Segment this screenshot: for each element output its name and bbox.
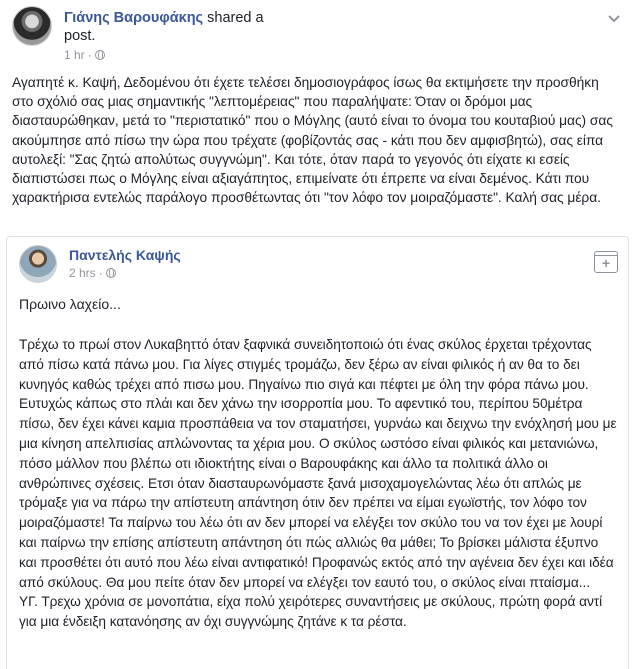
globe-icon[interactable]: [106, 268, 116, 278]
globe-icon[interactable]: [95, 50, 105, 60]
author-avatar[interactable]: [12, 6, 52, 46]
post-text: Αγαπητέ κ. Καψή, Δεδομένου ότι έχετε τελέσει δημοσιογράφος ίσως θα εκτιμήσετε την προσθήκη στο σχόλιό σας μιας σημαντικής "λεπτομέρειας" που παραλήψατε: Όταν οι δρόμοι μας διασταυρώθηκαν, μετά το "περιστατικό" που ο Μόγλης (αυτό είναι το όνομα του κουταβιού μας) σας ακούμπησε από πίσω την ώρα που τρέχατε (φοβίζοντάς σας - κάτι που δεν αμφισβητώ), σας είπα αυτολεξί: "Σας ζητώ απολύτως συγγνώμη". Και τότε, όταν παρά το γεγονός ότι είχατε κι εσείς διαπιστώσει πως ο Μόγλης είναι αξιαγάπητος, επιμείνατε ότι έπρεπε να είναι δεμένος. Κάτι που χαρακτήρισα εντελώς παράλογο προσθέτωντας ότι "τον λόφο τον μοιραζόμαστε". Καλή σας μέρα.: [12, 75, 613, 206]
shared-post-timestamp[interactable]: 2 hrs: [69, 266, 96, 280]
chevron-down-icon[interactable]: [607, 12, 621, 26]
meta-separator: ·: [98, 266, 103, 280]
plus-icon: +: [602, 255, 611, 271]
author-name[interactable]: Γιάνης Βαρουφάκης: [64, 10, 204, 26]
shared-post-ps: ΥΓ. Τρεχω χρόνια σε μονοπάτια, είχα πολύ χειρότερες συναντήσεις με σκύλους, πρώτη φορά αντί για μια ένδειξη κατανόησης αν όχι συγγνώμης ζητάνε κ τα ρέστα.: [19, 594, 603, 630]
save-to-collection-button[interactable]: [594, 251, 618, 273]
shared-author-avatar[interactable]: [19, 245, 57, 283]
shared-post-greeting: Πρωινο λαχείο...: [19, 296, 121, 312]
post-timestamp[interactable]: 1 hr: [64, 48, 85, 62]
shared-post-card: [6, 236, 629, 669]
shared-post-meta: [69, 266, 116, 280]
shared-post-body: Τρέχω το πρωί στον Λυκαβηττό όταν ξαφνικά συνειδητοποιώ ότι ένας σκύλος έρχεται τρέχοντας από πίσω κατά πάνω μου. Για λίγες στιγμές τρομάζω, δεν ξέρω αν είναι φιλικός ή αν θα το δει κυνηγός καθώς τρέχει από πισω μου. Πηγαίνω πιο σιγά και πέφτει με όλη την φόρα πάνω μου. Ευτυχώς κάπως στο πλάι και δεν χάνω την ισορροπία μου. Το αφεντικό του, περίπου 50μέτρα πίσω, δεν έχει κάνει καμια προσπάθεια να τον σταματήσει, γυρνάω και δειχνω την ενόχλησή μου με μια κίνηση απελπισίας απλώνοντας τα χέρια μου. Ο σκύλος ωστόσο είναι φιλικός και μετανιώνω, πόσο μάλλον που βλέπω οτι ιδιοκτήτης είναι ο Βαρουφάκης και άλλο τα πολιτικά άλλο οι ανθρώπινες σχέσεις. Ετσι όταν διασταυρωνόμαστε ξανά μισοχαμογελώντας λέω ότι απλώς με τρόμαξε για να πάρω την απίστευτη απάντηση ότιν δεν πρέπει να είμαι εγωϊστής, τον λόφο τον μοιραζόμαστε! Τα παίρνω του λέω ότι αν δεν μπορεί να ελέγξει τον σκύλο του να τον έχει με λουρί και παίρνω την επίσης απίστευτη απάντηση ότι πώς αλλιώς θα μάθει; Το βρίσκει μάλιστα έξυπνο και προσθέτει ότι αυτό που λέω είναι αντιφατικό! Προφανώς εκτός από την αγένεια δεν έχει και ιδέα από σκύλους. Θα μου πείτε όταν δεν μπορεί να ελέγξει τον εαυτό του, ο σκύλος είναι πταίσμα...: [19, 337, 617, 590]
post-action: shared a post.: [64, 10, 264, 44]
shared-post-text: [19, 335, 619, 632]
shared-author-name[interactable]: Παντελής Καψής: [69, 247, 181, 263]
meta-separator: ·: [87, 48, 92, 62]
post-header: [12, 6, 623, 62]
post-meta: [64, 48, 105, 62]
author-line: [64, 9, 284, 45]
